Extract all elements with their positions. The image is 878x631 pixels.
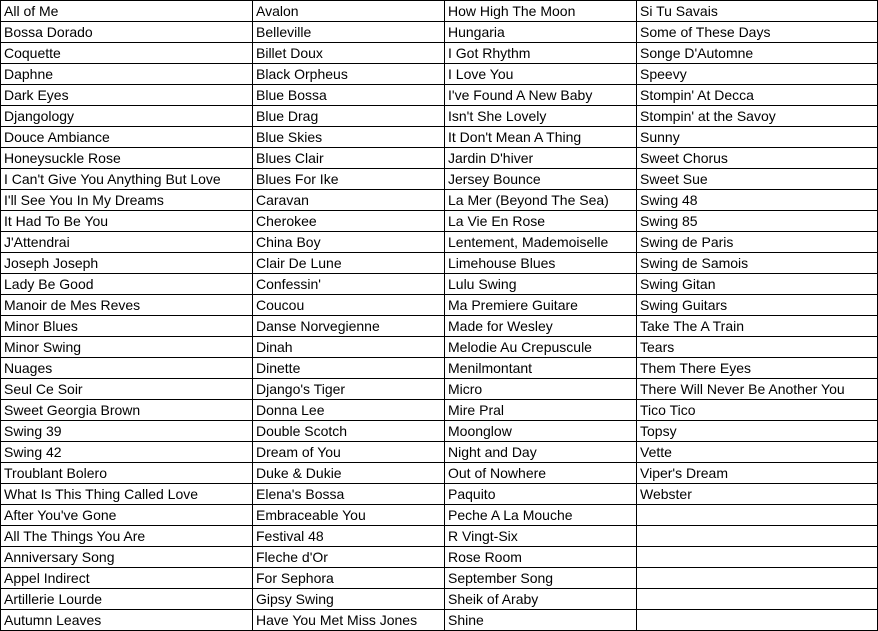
table-cell[interactable]: Jardin D'hiver bbox=[445, 148, 637, 169]
table-cell[interactable]: Minor Blues bbox=[1, 316, 253, 337]
table-cell[interactable]: Elena's Bossa bbox=[253, 484, 445, 505]
table-cell[interactable]: What Is This Thing Called Love bbox=[1, 484, 253, 505]
table-cell[interactable]: Peche A La Mouche bbox=[445, 505, 637, 526]
table-cell[interactable]: Blue Drag bbox=[253, 106, 445, 127]
table-cell[interactable]: Confessin' bbox=[253, 274, 445, 295]
table-row bbox=[1, 337, 878, 358]
table-row bbox=[1, 43, 878, 64]
table-row bbox=[1, 169, 878, 190]
table-cell[interactable]: Anniversary Song bbox=[1, 547, 253, 568]
table-cell[interactable]: I'll See You In My Dreams bbox=[1, 190, 253, 211]
table-cell[interactable]: Artillerie Lourde bbox=[1, 589, 253, 610]
table-cell[interactable]: Douce Ambiance bbox=[1, 127, 253, 148]
table-cell[interactable]: Lady Be Good bbox=[1, 274, 253, 295]
table-cell[interactable]: Shine bbox=[445, 610, 637, 631]
table-cell[interactable]: Festival 48 bbox=[253, 526, 445, 547]
table-cell[interactable]: Melodie Au Crepuscule bbox=[445, 337, 637, 358]
table-cell[interactable]: Sweet Sue bbox=[637, 169, 878, 190]
table-cell[interactable]: Blue Skies bbox=[253, 127, 445, 148]
table-cell[interactable]: Topsy bbox=[637, 421, 878, 442]
table-cell[interactable]: Sheik of Araby bbox=[445, 589, 637, 610]
table-cell[interactable]: Appel Indirect bbox=[1, 568, 253, 589]
table-cell[interactable]: I Got Rhythm bbox=[445, 43, 637, 64]
table-cell[interactable]: Songe D'Automne bbox=[637, 43, 878, 64]
table-cell[interactable]: Duke & Dukie bbox=[253, 463, 445, 484]
table-cell[interactable]: Danse Norvegienne bbox=[253, 316, 445, 337]
table-cell[interactable]: Menilmontant bbox=[445, 358, 637, 379]
table-cell[interactable]: Blues For Ike bbox=[253, 169, 445, 190]
table-row bbox=[1, 190, 878, 211]
table-cell[interactable]: La Vie En Rose bbox=[445, 211, 637, 232]
table-cell[interactable]: Moonglow bbox=[445, 421, 637, 442]
table-cell[interactable]: Avalon bbox=[253, 1, 445, 22]
table-cell[interactable]: Stompin' at the Savoy bbox=[637, 106, 878, 127]
table-cell[interactable]: Dream of You bbox=[253, 442, 445, 463]
table-cell[interactable]: Isn't She Lovely bbox=[445, 106, 637, 127]
table-cell[interactable]: Gipsy Swing bbox=[253, 589, 445, 610]
table-cell[interactable]: Vette bbox=[637, 442, 878, 463]
table-cell[interactable]: Swing de Paris bbox=[637, 232, 878, 253]
table-cell[interactable]: Double Scotch bbox=[253, 421, 445, 442]
table-row bbox=[1, 589, 878, 610]
table-cell[interactable]: Billet Doux bbox=[253, 43, 445, 64]
table-row bbox=[1, 505, 878, 526]
table-row bbox=[1, 274, 878, 295]
table-cell[interactable]: There Will Never Be Another You bbox=[637, 379, 878, 400]
table-row bbox=[1, 232, 878, 253]
table-cell[interactable]: Belleville bbox=[253, 22, 445, 43]
table-cell[interactable]: Django's Tiger bbox=[253, 379, 445, 400]
table-row bbox=[1, 484, 878, 505]
table-cell[interactable]: Fleche d'Or bbox=[253, 547, 445, 568]
table-cell[interactable]: Sweet Chorus bbox=[637, 148, 878, 169]
table-cell[interactable]: China Boy bbox=[253, 232, 445, 253]
table-cell[interactable]: Speevy bbox=[637, 64, 878, 85]
table-cell[interactable]: Troublant Bolero bbox=[1, 463, 253, 484]
table-cell[interactable]: Blue Bossa bbox=[253, 85, 445, 106]
table-cell[interactable]: Sweet Georgia Brown bbox=[1, 400, 253, 421]
table-cell[interactable]: After You've Gone bbox=[1, 505, 253, 526]
table-cell[interactable]: Tico Tico bbox=[637, 400, 878, 421]
table-cell[interactable] bbox=[637, 589, 878, 610]
table-row bbox=[1, 316, 878, 337]
table-row bbox=[1, 568, 878, 589]
table-cell[interactable]: Micro bbox=[445, 379, 637, 400]
table-row bbox=[1, 22, 878, 43]
table-row bbox=[1, 526, 878, 547]
table-row bbox=[1, 400, 878, 421]
table-cell[interactable]: For Sephora bbox=[253, 568, 445, 589]
table-row bbox=[1, 295, 878, 316]
table-cell[interactable]: It Don't Mean A Thing bbox=[445, 127, 637, 148]
table-cell[interactable]: Viper's Dream bbox=[637, 463, 878, 484]
table-cell[interactable]: Bossa Dorado bbox=[1, 22, 253, 43]
table-cell[interactable]: Webster bbox=[637, 484, 878, 505]
table-row bbox=[1, 211, 878, 232]
table-cell[interactable]: Seul Ce Soir bbox=[1, 379, 253, 400]
table-cell[interactable]: Joseph Joseph bbox=[1, 253, 253, 274]
table-cell[interactable]: Donna Lee bbox=[253, 400, 445, 421]
table-cell[interactable]: Mire Pral bbox=[445, 400, 637, 421]
table-cell[interactable] bbox=[637, 526, 878, 547]
table-row bbox=[1, 442, 878, 463]
table-cell[interactable]: Embraceable You bbox=[253, 505, 445, 526]
table-cell[interactable]: Take The A Train bbox=[637, 316, 878, 337]
table-row bbox=[1, 253, 878, 274]
table-cell[interactable]: Swing 42 bbox=[1, 442, 253, 463]
table-cell[interactable]: Clair De Lune bbox=[253, 253, 445, 274]
table-cell[interactable]: Manoir de Mes Reves bbox=[1, 295, 253, 316]
table-cell[interactable]: Swing 48 bbox=[637, 190, 878, 211]
table-cell[interactable]: Coquette bbox=[1, 43, 253, 64]
table-cell[interactable]: Si Tu Savais bbox=[637, 1, 878, 22]
table-cell[interactable]: All of Me bbox=[1, 1, 253, 22]
table-cell[interactable]: Them There Eyes bbox=[637, 358, 878, 379]
table-row bbox=[1, 379, 878, 400]
table-cell[interactable]: Swing Guitars bbox=[637, 295, 878, 316]
table-cell[interactable]: All The Things You Are bbox=[1, 526, 253, 547]
table-cell[interactable]: It Had To Be You bbox=[1, 211, 253, 232]
table-cell[interactable]: Rose Room bbox=[445, 547, 637, 568]
table-cell[interactable]: Black Orpheus bbox=[253, 64, 445, 85]
table-cell[interactable]: Hungaria bbox=[445, 22, 637, 43]
table-cell[interactable]: Nuages bbox=[1, 358, 253, 379]
table-cell[interactable]: J'Attendrai bbox=[1, 232, 253, 253]
table-row bbox=[1, 148, 878, 169]
table-row bbox=[1, 547, 878, 568]
table-row bbox=[1, 463, 878, 484]
table-cell[interactable]: I Can't Give You Anything But Love bbox=[1, 169, 253, 190]
table-row bbox=[1, 64, 878, 85]
table-cell[interactable]: Swing de Samois bbox=[637, 253, 878, 274]
table-row bbox=[1, 358, 878, 379]
table-cell[interactable] bbox=[637, 568, 878, 589]
table-row bbox=[1, 610, 878, 631]
table-cell[interactable]: Caravan bbox=[253, 190, 445, 211]
table-cell[interactable]: Have You Met Miss Jones bbox=[253, 610, 445, 631]
table-cell[interactable]: Dark Eyes bbox=[1, 85, 253, 106]
table-cell[interactable]: How High The Moon bbox=[445, 1, 637, 22]
table-cell[interactable] bbox=[637, 505, 878, 526]
table-cell[interactable]: Blues Clair bbox=[253, 148, 445, 169]
table-cell[interactable]: Out of Nowhere bbox=[445, 463, 637, 484]
table-cell[interactable]: Coucou bbox=[253, 295, 445, 316]
table-cell[interactable] bbox=[637, 610, 878, 631]
table-cell[interactable]: Some of These Days bbox=[637, 22, 878, 43]
table-cell[interactable]: Stompin' At Decca bbox=[637, 85, 878, 106]
table-cell[interactable]: Night and Day bbox=[445, 442, 637, 463]
song-table-body bbox=[1, 1, 878, 631]
table-row bbox=[1, 421, 878, 442]
table-cell[interactable]: I've Found A New Baby bbox=[445, 85, 637, 106]
table-cell[interactable] bbox=[637, 547, 878, 568]
table-cell[interactable]: Sunny bbox=[637, 127, 878, 148]
table-cell[interactable]: Dinette bbox=[253, 358, 445, 379]
table-cell[interactable]: Swing 39 bbox=[1, 421, 253, 442]
table-row bbox=[1, 1, 878, 22]
table-cell[interactable]: September Song bbox=[445, 568, 637, 589]
table-cell[interactable]: Swing 85 bbox=[637, 211, 878, 232]
table-cell[interactable]: Cherokee bbox=[253, 211, 445, 232]
table-cell[interactable]: Paquito bbox=[445, 484, 637, 505]
table-cell[interactable]: Tears bbox=[637, 337, 878, 358]
table-cell[interactable]: R Vingt-Six bbox=[445, 526, 637, 547]
table-cell[interactable]: I Love You bbox=[445, 64, 637, 85]
table-cell[interactable]: Dinah bbox=[253, 337, 445, 358]
table-cell[interactable]: La Mer (Beyond The Sea) bbox=[445, 190, 637, 211]
table-cell[interactable]: Honeysuckle Rose bbox=[1, 148, 253, 169]
table-cell[interactable]: Lulu Swing bbox=[445, 274, 637, 295]
table-cell[interactable]: Jersey Bounce bbox=[445, 169, 637, 190]
table-cell[interactable]: Swing Gitan bbox=[637, 274, 878, 295]
table-cell[interactable]: Ma Premiere Guitare bbox=[445, 295, 637, 316]
table-cell[interactable]: Made for Wesley bbox=[445, 316, 637, 337]
table-cell[interactable]: Autumn Leaves bbox=[1, 610, 253, 631]
table-cell[interactable]: Minor Swing bbox=[1, 337, 253, 358]
table-row bbox=[1, 106, 878, 127]
table-cell[interactable]: Daphne bbox=[1, 64, 253, 85]
table-cell[interactable]: Limehouse Blues bbox=[445, 253, 637, 274]
table-row bbox=[1, 127, 878, 148]
table-cell[interactable]: Djangology bbox=[1, 106, 253, 127]
table-cell[interactable]: Lentement, Mademoiselle bbox=[445, 232, 637, 253]
table-row bbox=[1, 85, 878, 106]
